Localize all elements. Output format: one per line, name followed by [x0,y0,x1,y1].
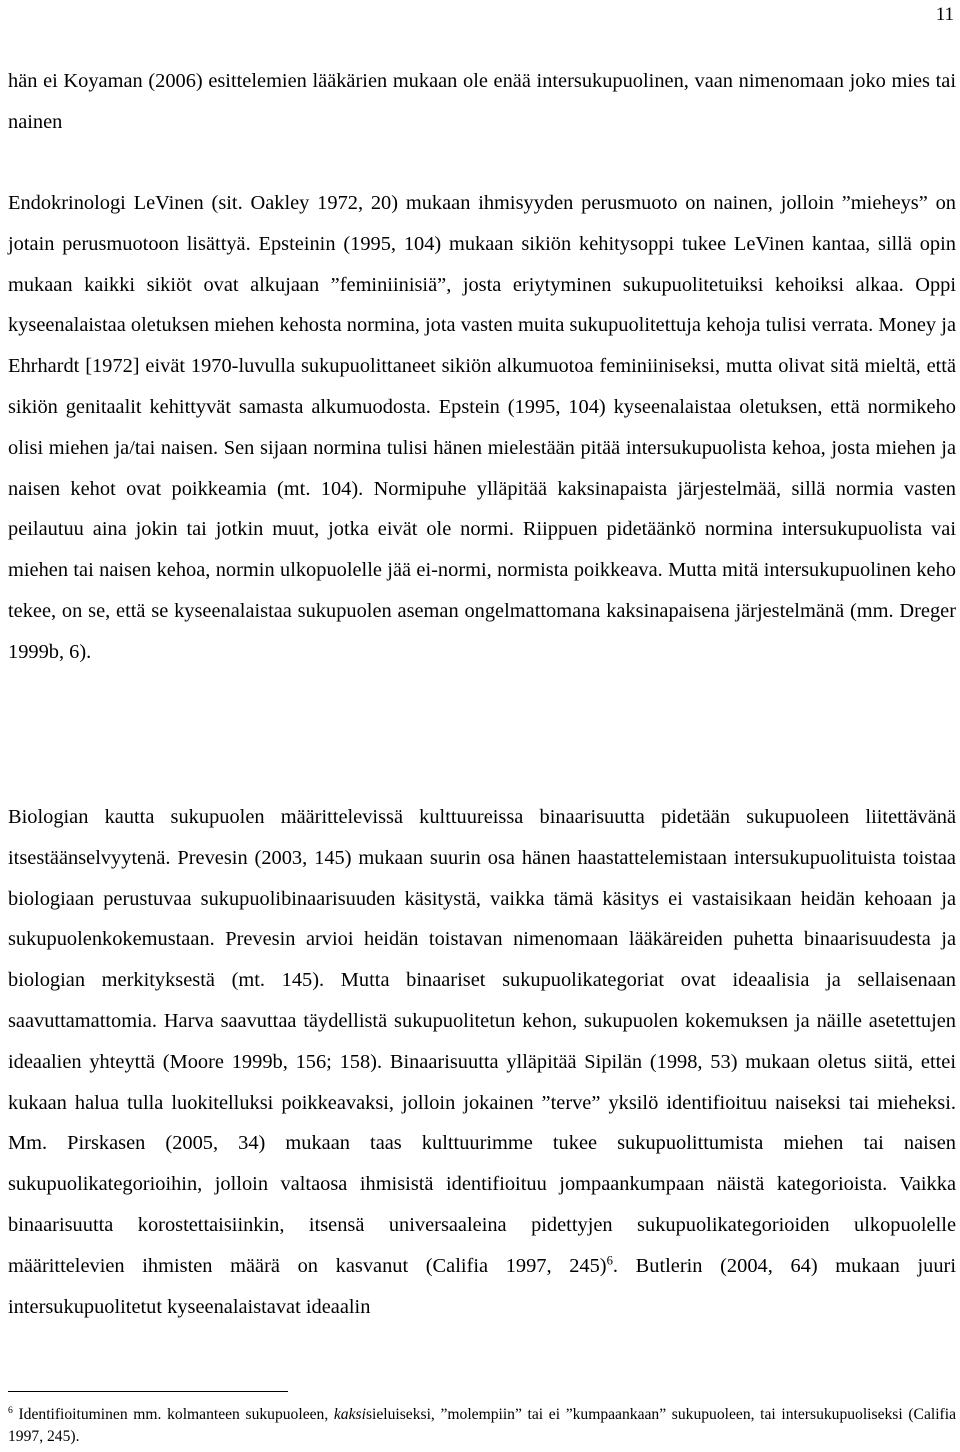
footnote-text-end: sieluiseksi, ”molempiin” tai ei ”kumpaankaan” sukupuoleen, tai intersukupuoliseksi (Califia 1997, 245). [8,1406,956,1445]
footnote-reference: 6 [606,1253,613,1268]
footnote-separator [8,1391,288,1392]
footnote-emphasis: kaksi [333,1406,366,1423]
footnote [8,1404,956,1448]
paragraph-1: hän ei Koyaman (2006) esittelemien lääkärien mukaan ole enää intersukupuolinen, vaan nimenomaan joko mies tai nainen [8,70,956,133]
footnote-text-start: Identifioituminen mm. kolmanteen sukupuoleen, [12,1406,334,1423]
paragraph-3-text: Biologian kautta sukupuolen määrittelevissä kulttuureissa binaarisuutta pidetään sukupuoleen liitettävänä itsestäänselvyytenä. Prevesin (2003, 145) mukaan suurin osa hänen haastattelemistaan intersukupuolituista toistaa biologiaan perustuvaa sukupuolibinaarisuuden käsitystä, vaikka tämä käsitys ei vastaisikaan heidän kehoaan ja sukupuolenkokemustaan. Prevesin arvioi heidän toistavan nimenomaan lääkäreiden puhetta binaarisuudesta ja biologian merkityksestä (mt. 145). Mutta binaariset sukupuolikategoriat ovat ideaalisia ja sellaisenaan saavuttamattomia. Harva saavuttaa täydellistä sukupuolitetun kehon, sukupuolen kokemuksen ja näille asetettujen ideaalien yhteyttä (Moore 1999b, 156; 158). Binaarisuutta ylläpitää Sipilän (1998, 53) mukaan oletus siitä, ettei kukaan halua tulla luokitelluksi poikkeavaksi, jolloin jokainen ”terve” yksilö identifioituu naiseksi tai mieheksi. Mm. Pirskasen (2005, 34) mukaan taas kulttuurimme tukee sukupuolittumista miehen tai naisen sukupuolikategorioihin, jolloin valtaosa ihmisistä identifioituu jompaankumpaan näistä kategorioista. Vaikka binaarisuutta korostettaisiinkin, itsensä universaaleina pidettyjen sukupuolikategorioiden ulkopuolelle määrittelevien ihmisten määrä on kasvanut (Califia 1997, 245) [8,806,956,1277]
paragraph-3-tail: . Butlerin (2004, 64) mukaan juuri intersukupuolitetut kyseenalaistavat ideaalin [8,1254,956,1318]
footnote-number: 6 [8,1405,13,1417]
page-number: 11 [935,4,954,25]
paragraph-2: Endokrinologi LeVinen (sit. Oakley 1972, 20) mukaan ihmisyyden perusmuoto on nainen, jolloin ”mieheys” on jotain perusmuotoon lisättyä. Epsteinin (1995, 104) mukaan sikiön kehitysoppi tukee LeVinen kantaa, sillä opin mukaan kaikki sikiöt ovat alkujaan ”feminiinisiä”, josta eriytyminen sukupuolitetuiksi kehoiksi alkaa. Oppi kyseenalaistaa oletuksen miehen kehosta normina, jota vasten muita sukupuolitettuja kehoja tulisi verrata. Money ja Ehrhardt [1972] eivät 1970-luvulla sukupuolittaneet sikiön alkumuotoa feminiiniseksi, mutta olivat sitä mieltä, että sikiön genitaalit kehittyvät samasta alkumuodosta. Epstein (1995, 104) kyseenalaistaa oletuksen, että normikeho olisi miehen ja/tai naisen. Sen sijaan normina tulisi hänen mielestään pitää intersukupuolista kehoa, josta miehen ja naisen kehot ovat poikkeamia (mt. 104). Normipuhe ylläpitää kaksinapaista järjestelmää, sillä normia vasten peilautuu aina jokin tai jotkin muut, jotka eivät ole normi. Riippuen pidetäänkö normina intersukupuolista vai miehen tai naisen kehoa, normin ulkopuolelle jää ei-normi, normista poikkeava. Mutta mitä intersukupuolinen keho tekee, on se, että se kyseenalaistaa sukupuolen aseman ongelmattomana kaksinapaisena järjestelmänä (mm. Dreger 1999b, 6). [8,192,956,663]
paragraph-3 [8,797,956,1327]
